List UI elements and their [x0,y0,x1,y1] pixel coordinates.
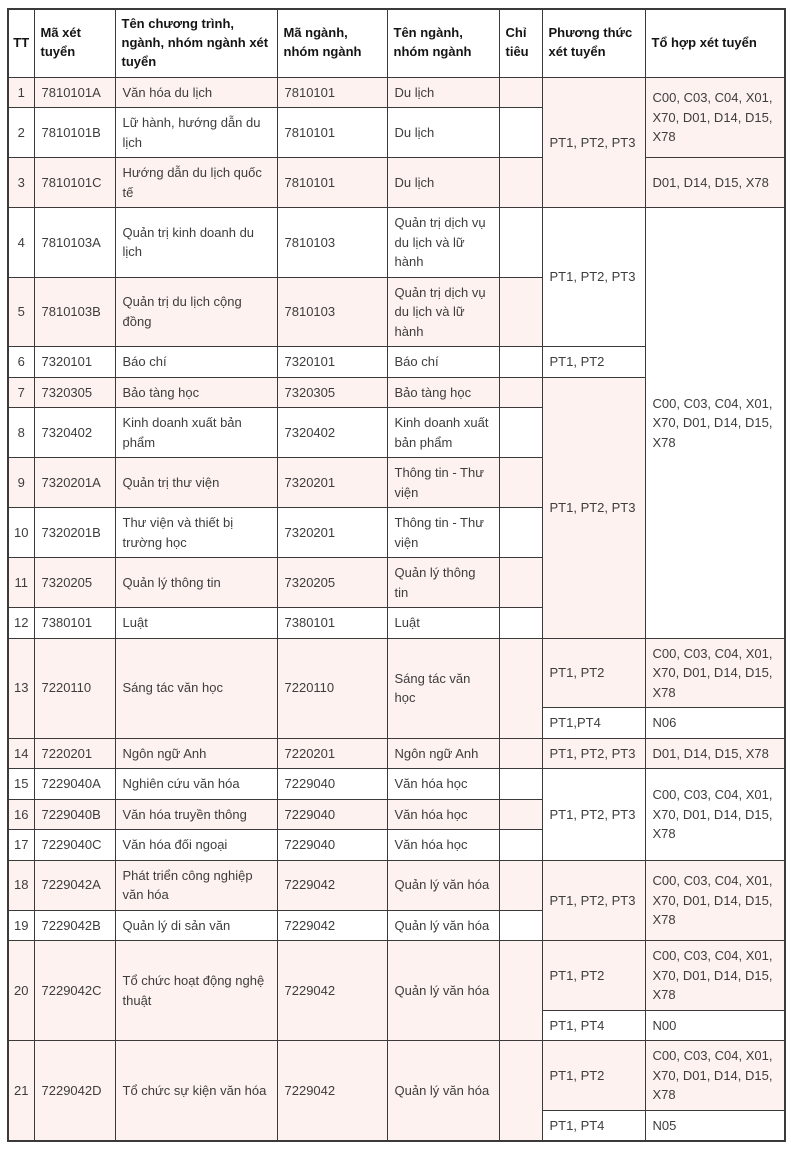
cell-subject-combination: D01, D14, D15, X78 [645,158,785,208]
cell-tt: 20 [8,941,34,1041]
cell-quota [499,108,542,158]
cell-program-name: Quản trị du lịch cộng đồng [115,277,277,347]
table-row [8,941,785,1011]
cell-major-name: Văn hóa học [387,799,499,830]
cell-major-name: Quản lý văn hóa [387,1041,499,1142]
cell-admission-method: PT1, PT2 [542,347,645,378]
cell-major-name: Du lịch [387,108,499,158]
cell-quota [499,377,542,408]
cell-tt: 9 [8,458,34,508]
cell-tt: 8 [8,408,34,458]
cell-quota [499,558,542,608]
cell-subject-combination: C00, C03, C04, X01, X70, D01, D14, D15, X78 [645,769,785,861]
cell-program-name: Báo chí [115,347,277,378]
column-header-quota: Chỉ tiêu [499,9,542,77]
cell-quota [499,1041,542,1142]
cell-major-name: Thông tin - Thư viện [387,508,499,558]
cell-subject-combination: C00, C03, C04, X01, X70, D01, D14, D15, X78 [645,77,785,158]
cell-major-code: 7810103 [277,277,387,347]
cell-major-code: 7320402 [277,408,387,458]
cell-major-name: Du lịch [387,158,499,208]
cell-subject-combination: N00 [645,1010,785,1041]
cell-subject-combination: N05 [645,1110,785,1141]
cell-admission-method: PT1, PT4 [542,1110,645,1141]
cell-subject-combination: C00, C03, C04, X01, X70, D01, D14, D15, X78 [645,638,785,708]
cell-subject-combination: D01, D14, D15, X78 [645,738,785,769]
cell-tt: 12 [8,608,34,639]
table-row [8,769,785,800]
cell-tt: 3 [8,158,34,208]
cell-major-code: 7229042 [277,910,387,941]
cell-major-name: Văn hóa học [387,830,499,861]
cell-admission-method: PT1, PT2 [542,941,645,1011]
cell-program-name: Nghiên cứu văn hóa [115,769,277,800]
table-row [8,860,785,910]
cell-program-name: Luật [115,608,277,639]
cell-admission-method: PT1, PT2, PT3 [542,377,645,638]
cell-major-name: Quản lý văn hóa [387,941,499,1041]
table-row [8,208,785,278]
cell-admission-code: 7229042C [34,941,115,1041]
cell-admission-code: 7810101C [34,158,115,208]
cell-major-name: Luật [387,608,499,639]
cell-major-code: 7229042 [277,1041,387,1142]
table-header [8,9,785,77]
cell-tt: 18 [8,860,34,910]
cell-tt: 16 [8,799,34,830]
cell-major-code: 7229040 [277,830,387,861]
cell-program-name: Lữ hành, hướng dẫn du lịch [115,108,277,158]
cell-admission-code: 7320305 [34,377,115,408]
cell-program-name: Tổ chức hoạt động nghệ thuật [115,941,277,1041]
cell-admission-method: PT1, PT2, PT3 [542,738,645,769]
cell-subject-combination: N06 [645,708,785,739]
column-header-major-name: Tên ngành, nhóm ngành [387,9,499,77]
cell-quota [499,508,542,558]
column-header-program-name: Tên chương trình, ngành, nhóm ngành xét tuyển [115,9,277,77]
column-header-subject-combination: Tổ hợp xét tuyển [645,9,785,77]
cell-major-code: 7810101 [277,158,387,208]
cell-major-code: 7810101 [277,108,387,158]
cell-major-name: Quản trị dịch vụ du lịch và lữ hành [387,208,499,278]
cell-program-name: Ngôn ngữ Anh [115,738,277,769]
cell-quota [499,638,542,738]
cell-tt: 4 [8,208,34,278]
cell-tt: 17 [8,830,34,861]
cell-quota [499,158,542,208]
cell-quota [499,408,542,458]
cell-tt: 1 [8,77,34,108]
cell-admission-code: 7380101 [34,608,115,639]
cell-major-name: Quản lý văn hóa [387,860,499,910]
cell-major-code: 7229042 [277,941,387,1041]
cell-major-name: Thông tin - Thư viện [387,458,499,508]
cell-admission-method: PT1, PT2, PT3 [542,860,645,941]
cell-program-name: Quản lý di sản văn [115,910,277,941]
table-row [8,77,785,108]
cell-admission-code: 7229042D [34,1041,115,1142]
cell-quota [499,738,542,769]
cell-quota [499,769,542,800]
cell-program-name: Kinh doanh xuất bản phẩm [115,408,277,458]
cell-quota [499,77,542,108]
cell-program-name: Tổ chức sự kiện văn hóa [115,1041,277,1142]
cell-major-name: Bảo tàng học [387,377,499,408]
table-row [8,638,785,708]
cell-major-code: 7320101 [277,347,387,378]
cell-admission-code: 7810103B [34,277,115,347]
cell-subject-combination: C00, C03, C04, X01, X70, D01, D14, D15, X78 [645,860,785,941]
cell-admission-method: PT1, PT2, PT3 [542,769,645,861]
cell-major-name: Du lịch [387,77,499,108]
column-header-admission-code: Mã xét tuyển [34,9,115,77]
cell-program-name: Phát triển công nghiệp văn hóa [115,860,277,910]
admissions-table [7,8,786,1142]
cell-major-name: Quản lý văn hóa [387,910,499,941]
cell-tt: 15 [8,769,34,800]
cell-program-name: Quản lý thông tin [115,558,277,608]
cell-admission-code: 7810103A [34,208,115,278]
cell-quota [499,347,542,378]
cell-tt: 14 [8,738,34,769]
cell-admission-method: PT1, PT2, PT3 [542,208,645,347]
cell-quota [499,910,542,941]
cell-admission-code: 7320201B [34,508,115,558]
cell-subject-combination: C00, C03, C04, X01, X70, D01, D14, D15, X78 [645,941,785,1011]
cell-major-code: 7320205 [277,558,387,608]
cell-admission-method: PT1, PT2 [542,638,645,708]
header-row [8,9,785,77]
cell-major-name: Kinh doanh xuất bản phẩm [387,408,499,458]
cell-major-code: 7810103 [277,208,387,278]
cell-quota [499,941,542,1041]
table-row [8,738,785,769]
cell-tt: 21 [8,1041,34,1142]
cell-program-name: Bảo tàng học [115,377,277,408]
cell-tt: 7 [8,377,34,408]
cell-admission-code: 7229042B [34,910,115,941]
cell-admission-code: 7220110 [34,638,115,738]
cell-quota [499,208,542,278]
cell-admission-code: 7229040A [34,769,115,800]
column-header-tt: TT [8,9,34,77]
cell-subject-combination: C00, C03, C04, X01, X70, D01, D14, D15, X78 [645,208,785,639]
cell-major-name: Ngôn ngữ Anh [387,738,499,769]
cell-admission-code: 7320201A [34,458,115,508]
table-row [8,1041,785,1111]
cell-admission-code: 7229040B [34,799,115,830]
cell-major-name: Văn hóa học [387,769,499,800]
cell-admission-method: PT1, PT4 [542,1010,645,1041]
cell-quota [499,458,542,508]
column-header-admission-method: Phương thức xét tuyển [542,9,645,77]
cell-major-name: Quản lý thông tin [387,558,499,608]
cell-major-code: 7220110 [277,638,387,738]
cell-tt: 6 [8,347,34,378]
cell-major-code: 7320201 [277,508,387,558]
cell-admission-code: 7320402 [34,408,115,458]
cell-admission-code: 7810101A [34,77,115,108]
cell-admission-code: 7320101 [34,347,115,378]
cell-major-name: Quản trị dịch vụ du lịch và lữ hành [387,277,499,347]
cell-major-code: 7380101 [277,608,387,639]
cell-admission-code: 7320205 [34,558,115,608]
table-body [8,77,785,1141]
cell-quota [499,608,542,639]
cell-major-name: Báo chí [387,347,499,378]
cell-tt: 2 [8,108,34,158]
cell-admission-code: 7229040C [34,830,115,861]
cell-major-code: 7320201 [277,458,387,508]
cell-major-code: 7320305 [277,377,387,408]
cell-program-name: Văn hóa đối ngoại [115,830,277,861]
cell-tt: 10 [8,508,34,558]
cell-major-code: 7810101 [277,77,387,108]
cell-major-code: 7229040 [277,769,387,800]
cell-admission-method: PT1, PT2 [542,1041,645,1111]
table-row [8,158,785,208]
cell-quota [499,830,542,861]
cell-program-name: Quản trị thư viện [115,458,277,508]
cell-admission-method: PT1, PT2, PT3 [542,77,645,208]
cell-admission-code: 7229042A [34,860,115,910]
cell-program-name: Quản trị kinh doanh du lịch [115,208,277,278]
cell-program-name: Sáng tác văn học [115,638,277,738]
column-header-major-code: Mã ngành, nhóm ngành [277,9,387,77]
cell-tt: 13 [8,638,34,738]
cell-major-code: 7229040 [277,799,387,830]
cell-quota [499,799,542,830]
cell-program-name: Hướng dẫn du lịch quốc tế [115,158,277,208]
cell-admission-code: 7810101B [34,108,115,158]
cell-quota [499,277,542,347]
cell-tt: 5 [8,277,34,347]
cell-admission-code: 7220201 [34,738,115,769]
cell-major-name: Sáng tác văn học [387,638,499,738]
cell-program-name: Văn hóa truyền thông [115,799,277,830]
cell-tt: 11 [8,558,34,608]
cell-program-name: Văn hóa du lịch [115,77,277,108]
cell-program-name: Thư viện và thiết bị trường học [115,508,277,558]
cell-major-code: 7220201 [277,738,387,769]
cell-quota [499,860,542,910]
cell-major-code: 7229042 [277,860,387,910]
cell-subject-combination: C00, C03, C04, X01, X70, D01, D14, D15, X78 [645,1041,785,1111]
cell-admission-method: PT1,PT4 [542,708,645,739]
cell-tt: 19 [8,910,34,941]
